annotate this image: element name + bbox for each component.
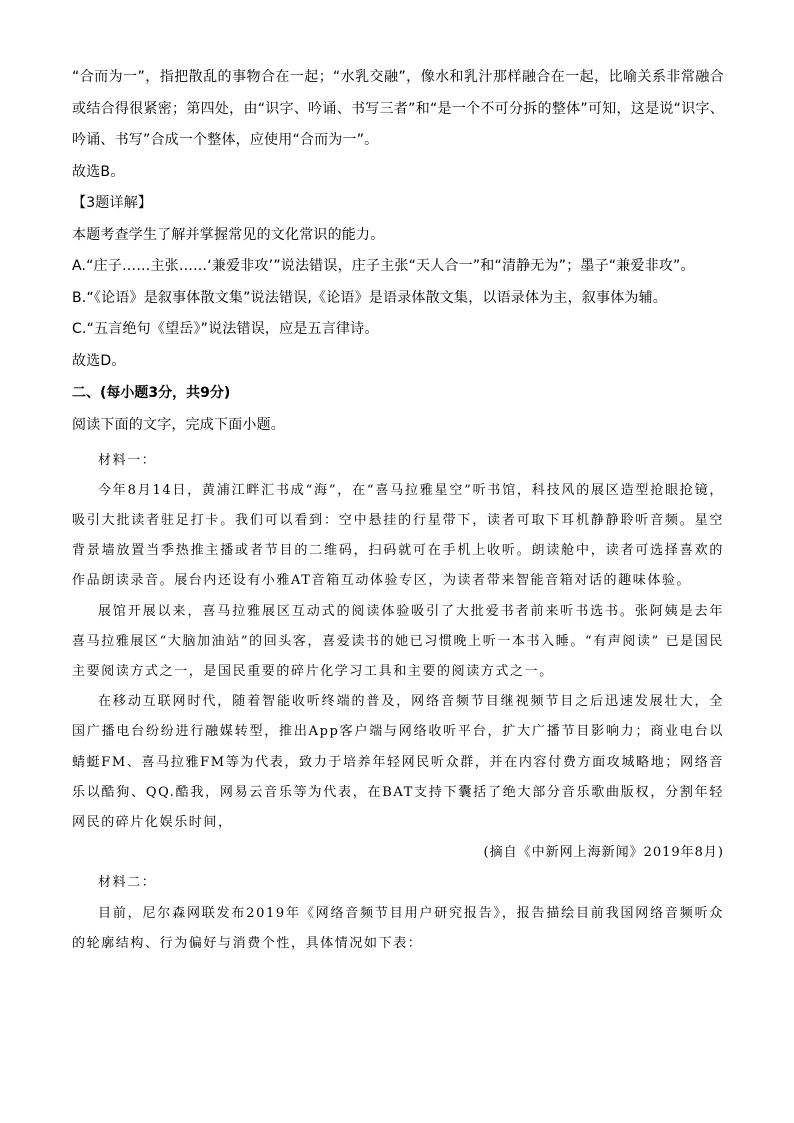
material-1-paragraph: 在移动互联网时代，随着智能收听终端的普及，网络音频节目继视频节目之后迅速发展壮大，全国广播电台纷纷进行融媒转型，推出App客户端与网络收听平台，扩大广播节目影响力；商业电台以蜻蜓FM、喜马拉雅FM等为代表，致力于培养年轻网民听众群，并在内容付费方面攻城略地；网络音乐以酷狗、QQ.酷我，网易云音乐等为代表，在BAT支持下囊括了绝大部分音乐歌曲版权，分割年轻网民的碎片化娱乐时间， <box>72 694 724 830</box>
material-1-paragraph: 展馆开展以来，喜马拉雅展区互动式的阅读体验吸引了大批爱书者前来听书选书。张阿姨是去年喜马拉雅展区“大脑加油站”的回头客，喜爱读书的她已习惯晚上听一本书入睡。“有声阅读” 已是国民主要阅读方式之一，是国民重要的碎片化学习工具和主要的阅读方式之一。 <box>72 603 724 679</box>
section-2-title: 二、(每小题3分，共9分) <box>72 385 231 401</box>
material-1-paragraph: 今年8月14日，黄浦江畔汇书成“海”，在“喜马拉雅星空”听书馆，科技风的展区造型抢眼抢镜，吸引大批读者驻足打卡。我们可以看到：空中悬挂的行星带下，读者可取下耳机静静聆听音频。星空背景墙放置当季热推主播或者节目的二维码，扫码就可在手机上收听。朗读舱中，读者可选择喜欢的作品朗读录音。展台内还设有小雅AT音箱互动体验专区，为读者带来智能音箱对话的趣味体验。 <box>72 482 724 589</box>
question-3-intro: 本题考查学生了解并掌握常见的文化常识的能力。 <box>72 226 385 243</box>
answer-choice: 故选B。 <box>72 163 125 180</box>
question-3-option-a: A.“庄子……主张……‘兼爱非攻’”说法错误，庄子主张“天人合一”和“清静无为”；墨子“兼爱非攻”。 <box>72 258 695 274</box>
question-3-option-c: C.“五言绝句《望岳》”说法错误，应是五言律诗。 <box>72 321 379 337</box>
material-2-paragraph: 目前，尼尔森网联发布2019年《网络音频节目用户研究报告》，报告描绘目前我国网络音频听众的轮廓结构、行为偏好与消费个性，具体情况如下表： <box>72 905 724 951</box>
material-2-label: 材料二： <box>98 875 157 891</box>
material-1-source: (摘自《中新网上海新闻》2019年8月) <box>483 845 724 861</box>
answer-paragraph: “合而为一”，指把散乱的事物合在一起；“水乳交融”，像水和乳汁那样融合在一起，比喻关系非常融合或结合得很紧密；第四处，由“识字、吟诵、书写三者”和“是一个不可分拆的整体”可知，这是说“识字、吟诵、书写”合成一个整体，应使用“合而为一”。 <box>72 69 724 148</box>
section-2-instruction: 阅读下面的文字，完成下面小题。 <box>72 417 285 433</box>
document-page <box>72 62 724 959</box>
material-1-label: 材料一： <box>98 452 157 468</box>
answer-choice: 故选D。 <box>72 352 126 369</box>
question-3-heading: 【3题详解】 <box>72 195 153 211</box>
question-3-option-b: B.“《论语》是叙事体散文集”说法错误,《论语》是语录体散文集，以语录体为主，叙事体为辅。 <box>72 289 668 306</box>
